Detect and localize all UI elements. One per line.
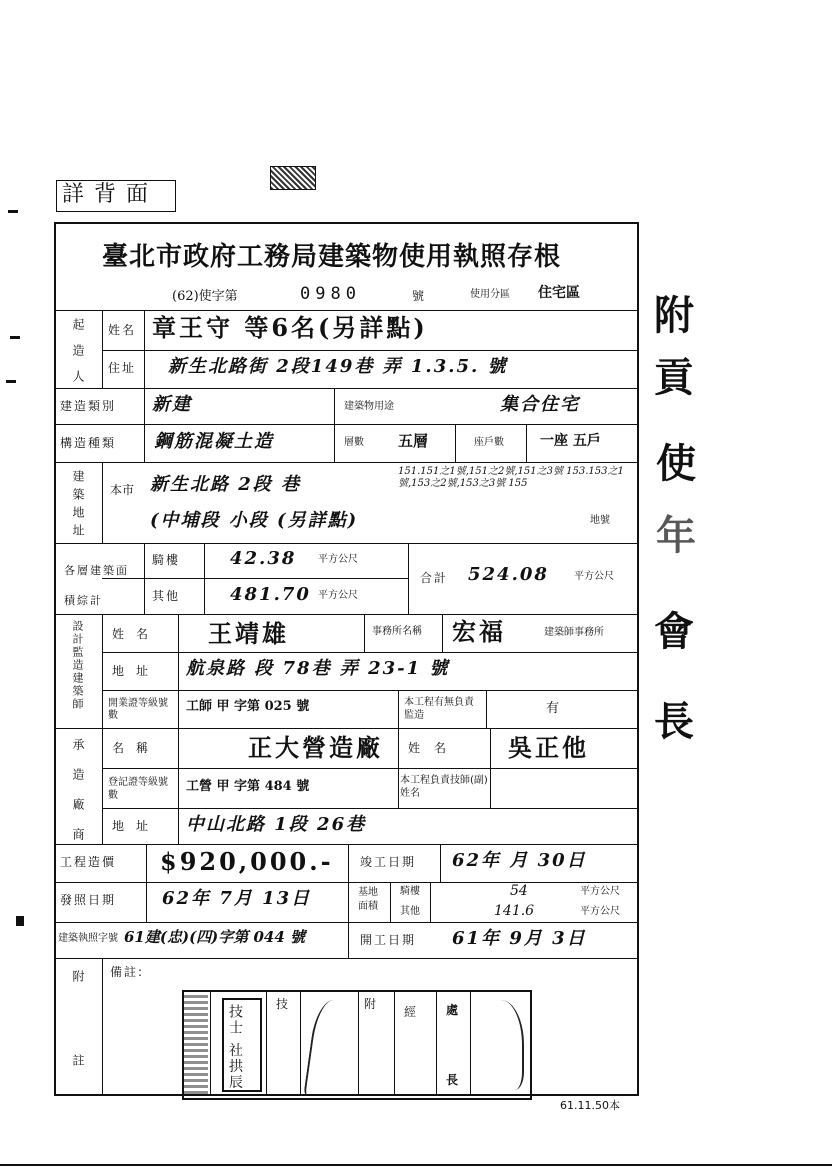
scan-noise xyxy=(8,210,18,213)
row-line xyxy=(54,958,639,959)
remarks-section-label: 附註 xyxy=(71,970,85,1138)
row-line xyxy=(54,922,639,923)
col-line xyxy=(102,958,103,1096)
start-value: 61年 9月 3日 xyxy=(452,928,587,949)
col-line xyxy=(408,543,409,614)
site-city: 本市 xyxy=(110,483,135,497)
row-line xyxy=(54,543,639,544)
arcade-unit: 平方公尺 xyxy=(318,554,358,565)
stamp-dark-edge xyxy=(184,992,208,1094)
side-char: 年 xyxy=(656,512,696,559)
side-char: 會 xyxy=(654,608,694,655)
row-line xyxy=(54,728,639,729)
tech-label: 本工程負責技師(副)姓名 xyxy=(400,775,488,799)
col-line xyxy=(440,844,441,882)
contractor-address-label: 地址 xyxy=(112,819,161,833)
permit-prefix: (62)使字第 xyxy=(172,289,238,304)
site-section-label: 建築地址 xyxy=(71,470,85,542)
stamp-divider xyxy=(300,990,301,1096)
architect-name-label: 姓名 xyxy=(112,627,161,641)
complete-label: 竣工日期 xyxy=(360,855,417,869)
col-line xyxy=(390,882,391,922)
side-char: 長 xyxy=(654,698,694,745)
units-label: 座戶數 xyxy=(474,437,504,448)
area-section-label: 各層建築面積綜計 xyxy=(64,564,129,607)
structure-label: 構造種類 xyxy=(60,436,117,450)
contractor-name-label: 名稱 xyxy=(112,741,161,755)
row-line xyxy=(54,882,639,883)
contractor-section-label: 承造廠商 xyxy=(71,738,85,858)
reg-label: 登記證等級號數 xyxy=(108,777,168,801)
other-label: 其他 xyxy=(152,589,181,603)
license-value: 工師 甲 字第 025 號 xyxy=(186,699,310,714)
side-char: 貢 xyxy=(654,354,694,401)
contractor-address: 中山北路 1段 26巷 xyxy=(186,814,367,835)
office-value: 宏福 xyxy=(452,617,506,646)
col-line xyxy=(204,543,205,614)
use-value: 集合住宅 xyxy=(500,394,580,415)
zone-value: 住宅區 xyxy=(538,285,580,301)
row-line xyxy=(54,614,639,615)
complete-value: 62年 月 30日 xyxy=(452,850,587,871)
cost-label: 工程造價 xyxy=(60,855,117,869)
total-unit: 平方公尺 xyxy=(574,571,614,582)
scan-noise xyxy=(16,916,24,926)
applicant-section-label: 起造人 xyxy=(71,318,85,396)
applicant-address-label: 住址 xyxy=(108,361,137,375)
form-title: 臺北市政府工務局建築物使用執照存根 xyxy=(102,242,562,272)
stamp-char: 經 xyxy=(404,1005,417,1019)
corner-label: 詳背面 xyxy=(62,182,159,207)
start-label: 開工日期 xyxy=(360,933,417,947)
site-lot-suffix: 地號 xyxy=(590,515,610,526)
row-line xyxy=(54,424,639,425)
col-line xyxy=(486,690,487,728)
col-line xyxy=(144,310,145,388)
site-arcade-value: 54 xyxy=(510,883,528,899)
site-area-label: 基地面積 xyxy=(358,887,378,912)
col-line xyxy=(455,424,456,462)
other-value: 481.70 xyxy=(230,584,311,605)
stamp-char: 長 xyxy=(446,1073,459,1087)
permit-ref-value: 61建(忠)(四)字第 044 號 xyxy=(124,928,306,946)
scan-noise xyxy=(6,380,16,383)
stamp-divider xyxy=(210,990,211,1096)
permit-ref-label: 建築執照字號 xyxy=(58,933,118,944)
office-label: 事務所名稱 xyxy=(372,626,422,637)
col-line xyxy=(102,462,103,543)
applicant-address: 新生北路街 2段149巷 弄 1.3.5. 號 xyxy=(168,356,508,377)
col-line xyxy=(102,614,103,844)
permit-number: 0980 xyxy=(300,284,361,304)
stamp-divider xyxy=(394,990,395,1096)
site-other-value: 141.6 xyxy=(494,903,535,919)
footer-code: 61.11.50本 xyxy=(560,1099,620,1112)
stamp-divider xyxy=(266,990,267,1096)
use-label: 建築物用途 xyxy=(344,401,394,412)
floors-value: 五層 xyxy=(398,432,429,450)
side-char: 使 xyxy=(656,440,696,487)
arcade-label: 騎樓 xyxy=(152,553,181,567)
cost-value: $920,000.- xyxy=(160,847,334,876)
site-other-label: 其他 xyxy=(400,906,420,917)
col-line xyxy=(144,388,145,462)
reg-value: 工營 甲 字第 484 號 xyxy=(186,779,310,794)
col-line xyxy=(442,614,443,652)
col-line xyxy=(348,844,349,958)
side-char: 附 xyxy=(654,292,694,339)
row-line xyxy=(54,310,639,311)
col-line xyxy=(364,614,365,652)
applicant-name: 章王守 等6名(另詳點) xyxy=(152,313,428,342)
stamp-divider xyxy=(358,990,359,1096)
contractor-name: 正大營造廠 xyxy=(248,733,383,762)
license-label: 開業證等級號數 xyxy=(108,698,168,721)
row-line xyxy=(54,388,639,389)
permit-suffix: 號 xyxy=(412,289,425,303)
remarks-label: 備註: xyxy=(110,965,145,979)
other-unit: 平方公尺 xyxy=(318,590,358,601)
row-line xyxy=(54,462,639,463)
col-line xyxy=(178,614,179,844)
scan-noise xyxy=(0,1164,832,1166)
row-line xyxy=(102,768,639,769)
site-lot: (中埔段 小段 (另詳點) xyxy=(150,510,359,531)
zone-label: 使用分區 xyxy=(470,289,510,300)
stamp-char: 技 xyxy=(276,997,289,1011)
site-arcade-unit: 平方公尺 xyxy=(580,886,620,897)
row-line xyxy=(102,578,408,579)
total-value: 524.08 xyxy=(468,564,549,585)
architect-section-label: 設計監造建築師 xyxy=(71,620,84,711)
col-line xyxy=(526,424,527,462)
architect-address: 航泉路 段 78巷 弄 23-1 號 xyxy=(186,658,450,679)
issue-label: 發照日期 xyxy=(60,893,117,907)
row-line xyxy=(102,652,639,653)
units-value: 一座 五戶 xyxy=(540,433,601,449)
issue-value: 62年 7月 13日 xyxy=(162,888,312,909)
stamp-divider xyxy=(470,990,471,1096)
col-line xyxy=(146,844,147,922)
category-value: 新建 xyxy=(152,394,192,415)
stamp-char: 附 xyxy=(364,997,377,1011)
col-line xyxy=(334,388,335,462)
category-label: 建造類別 xyxy=(60,399,117,413)
row-line xyxy=(102,808,639,809)
structure-value: 鋼筋混凝土造 xyxy=(154,431,274,452)
row-line xyxy=(54,844,639,845)
supervisor-label: 本工程有無負責監造 xyxy=(404,697,474,721)
col-line xyxy=(102,310,103,388)
stamp-divider xyxy=(436,990,437,1096)
architect-address-label: 地址 xyxy=(112,664,161,678)
total-label: 合計 xyxy=(420,571,449,585)
handwritten-signature xyxy=(478,1000,524,1090)
top-small-stamp xyxy=(270,166,316,190)
stamp-seal-text: 技士 社拱辰 xyxy=(227,1004,243,1091)
col-line xyxy=(144,543,145,614)
col-line xyxy=(490,728,491,808)
contractor-person-label: 姓名 xyxy=(408,741,461,755)
site-road: 新生北路 2段 巷 xyxy=(150,474,302,495)
site-other-unit: 平方公尺 xyxy=(580,906,620,917)
contractor-person: 吳正他 xyxy=(508,733,589,762)
col-line xyxy=(430,882,431,922)
arcade-value: 42.38 xyxy=(230,548,297,569)
floors-label: 層數 xyxy=(344,437,364,448)
architect-name: 王靖雄 xyxy=(208,619,289,648)
row-line xyxy=(102,350,639,351)
col-line xyxy=(398,728,399,808)
col-line xyxy=(398,690,399,728)
scan-noise xyxy=(10,336,20,339)
site-arcade-label: 騎樓 xyxy=(400,886,420,897)
supervisor-value: 有 xyxy=(546,701,560,716)
stamp-char: 處 xyxy=(446,1003,459,1017)
applicant-name-label: 姓名 xyxy=(108,323,137,337)
site-numbers: 151.151之1號,151之2號,151之3號 153.153之1號,153之2號,153之3號 155 xyxy=(398,466,624,489)
row-line xyxy=(102,690,639,691)
office-suffix: 建築師事務所 xyxy=(544,627,604,638)
